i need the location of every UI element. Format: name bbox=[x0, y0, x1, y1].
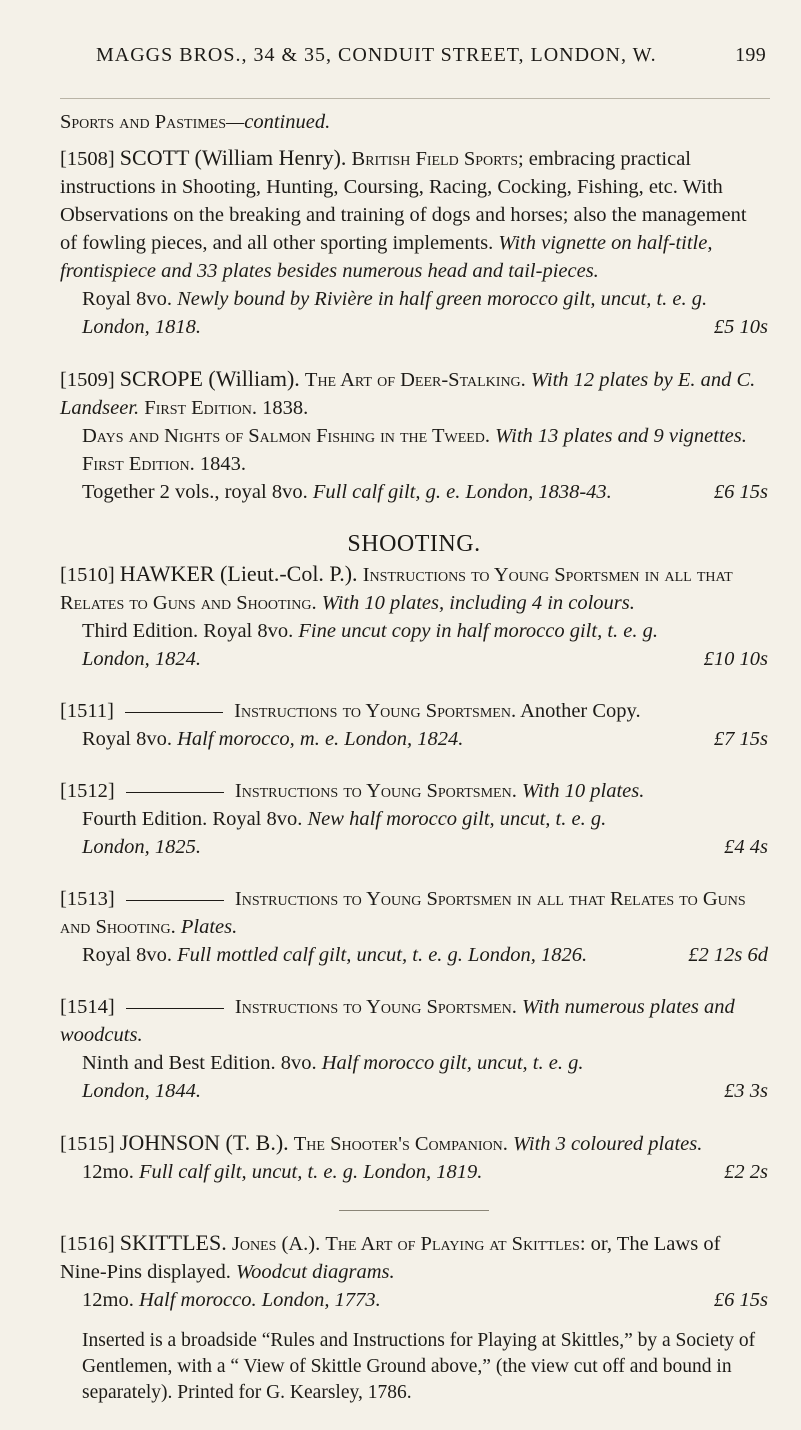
book-title: Instructions to Young Sportsmen in all that Relates to Guns and Shooting. bbox=[60, 564, 733, 614]
entry-1510: [1510] HAWKER (Lieut.-Col. P.). Instructions to Young Sportsmen in all that Relates to Guns and Shooting. With 10 plates, including 4 in colours. Third Edition. Royal 8vo. Fine uncut copy in half morocco gilt, t. e. g. London, 1824. £10 10s bbox=[60, 560, 768, 673]
lot-number: [1509] bbox=[60, 369, 115, 391]
price: £10 10s bbox=[703, 648, 768, 670]
binding: New half morocco gilt, uncut, t. e. g. bbox=[307, 808, 607, 830]
entry-1516: [1516] SKITTLES. Jones (A.). The Art of Playing at Skittles: or, The Laws of Nine-Pins displayed. Woodcut diagrams. 12mo. Half morocco. London, 1773. £6 15s Inserted is a broadside “Rules and Instructions for Playing at Skittles,” by a Society of Gentlemen, with a “ View of Skittle Ground above,” (the view cut off and bound in separately). Printed for G. Kearsley, 1786. bbox=[60, 1229, 768, 1406]
imprint: London, 1824. bbox=[82, 648, 202, 670]
entry-1513: [1513] Instructions to Young Sportsmen in all that Relates to Guns and Shooting. Plates. Royal 8vo. Full mottled calf gilt, uncut, t. e. g. London, 1826. £2 12s 6d bbox=[60, 885, 768, 969]
book-title: Instructions to Young Sportsmen. bbox=[234, 780, 517, 802]
binding: Fine uncut copy in half morocco gilt, t. e. g. bbox=[298, 620, 658, 642]
imprint: London, 1826. bbox=[462, 944, 588, 966]
book-title: Instructions to Young Sportsmen in all that Relates to Guns and Shooting. bbox=[60, 888, 746, 938]
entry-1508: [1508] SCOTT (William Henry). British Field Sports; embracing practical instructions in Shooting, Hunting, Coursing, Racing, Cocking, Fishing, etc. With Observations on the breaking and training of dogs and horses; also the management of fowling pieces, and all other sporting implements. With vignette on half-title, frontispiece and 33 plates besides numerous head and tail-pieces. Royal 8vo. Newly bound by Rivière in half green morocco gilt, uncut, t. e. g. London, 1818. £5 10s bbox=[60, 144, 768, 341]
imprint: London, 1818. bbox=[82, 316, 202, 338]
lot-number: [1515] bbox=[60, 1133, 115, 1155]
imprint: London, 1825. bbox=[82, 836, 202, 858]
section-divider bbox=[339, 1210, 489, 1211]
book-title: The Art of Deer-Stalking. bbox=[304, 369, 526, 391]
book-title: Instructions to Young Sportsmen. bbox=[234, 700, 517, 722]
entry-1512: [1512] Instructions to Young Sportsmen. With 10 plates. Fourth Edition. Royal 8vo. New half morocco gilt, uncut, t. e. g. London, 1825. £4 4s bbox=[60, 777, 768, 861]
imprint: London, 1819. bbox=[358, 1161, 483, 1183]
entry-1511: [1511] Instructions to Young Sportsmen. Another Copy. Royal 8vo. Half morocco, m. e. London, 1824. £7 15s bbox=[60, 697, 768, 753]
binding: Full calf gilt, g. e. bbox=[312, 481, 461, 503]
binding: Newly bound by Rivière in half green morocco gilt, uncut, t. e. g. bbox=[177, 288, 708, 310]
price: £7 15s bbox=[713, 728, 768, 750]
book-title: Days and Nights of Salmon Fishing in the Tweed. bbox=[82, 425, 491, 447]
ditto-rule bbox=[126, 1008, 224, 1009]
book-title: Instructions to Young Sportsmen. bbox=[234, 996, 517, 1018]
lot-number: [1510] bbox=[60, 564, 115, 586]
imprint: London, 1844. bbox=[82, 1080, 202, 1102]
binding: Half morocco, m. e. bbox=[177, 728, 340, 750]
entry-1515: [1515] JOHNSON (T. B.). The Shooter's Companion. With 3 coloured plates. 12mo. Full calf gilt, uncut, t. e. g. London, 1819. £2 2s bbox=[60, 1129, 768, 1186]
illustrations: Woodcut diagrams. bbox=[235, 1261, 395, 1283]
note: Inserted is a broadside “Rules and Instructions for Playing at Skittles,” by a Society of Gentlemen, with a “ View of Skittle Ground above,” (the view cut off and bound in separately). Printed for G. Kearsley, 1786. bbox=[82, 1330, 756, 1403]
illustrations: With vignette on half-title, frontispiece and 33 plates besides numerous head and tail-pieces. bbox=[60, 232, 713, 282]
book-title: British Field Sports; bbox=[351, 148, 524, 170]
binding: Half morocco gilt, uncut, t. e. g. bbox=[321, 1052, 584, 1074]
subject-heading: SHOOTING. bbox=[347, 531, 481, 557]
lot-number: [1514] bbox=[60, 996, 115, 1018]
author: SCROPE (William). bbox=[119, 366, 300, 391]
section-heading: Sports and Pastimes—continued. bbox=[60, 111, 331, 133]
price: £6 15s bbox=[713, 1289, 768, 1311]
page-number: 199 bbox=[735, 44, 766, 66]
binding: Full mottled calf gilt, uncut, t. e. g. bbox=[177, 944, 463, 966]
running-title: MAGGS BROS., 34 & 35, CONDUIT STREET, LONDON, W. bbox=[96, 44, 657, 66]
entry-1509: [1509] SCROPE (William). The Art of Deer-Stalking. With 12 plates by E. and C. Landseer. First Edition. 1838. Days and Nights of Salmon Fishing in the Tweed. With 13 plates and 9 vignettes. First Edition. 1843. Together 2 vols., royal 8vo. Full calf gilt, g. e. London, 1838-43. £6 15s bbox=[60, 365, 768, 506]
author: SKITTLES. bbox=[119, 1230, 227, 1255]
ditto-rule bbox=[126, 900, 224, 901]
description: embracing practical instructions in Shooting, Hunting, Coursing, Racing, Cocking, Fishing, etc. With Observations on the breaking and training of dogs and horses; also the management of fowling pieces, and all other sporting implements. bbox=[60, 148, 747, 254]
author: HAWKER (Lieut.-Col. P.). bbox=[119, 561, 358, 586]
page-header bbox=[96, 44, 766, 67]
imprint: London, 1773. bbox=[256, 1289, 381, 1311]
ditto-rule bbox=[125, 712, 223, 713]
lot-number: [1511] bbox=[60, 700, 114, 722]
lot-number: [1516] bbox=[60, 1233, 115, 1255]
author: JOHNSON (T. B.). bbox=[119, 1130, 289, 1155]
price: £3 3s bbox=[724, 1080, 768, 1102]
price: £5 10s bbox=[713, 316, 768, 338]
book-title: The Shooter's Companion. bbox=[293, 1133, 508, 1155]
lot-number: [1508] bbox=[60, 148, 115, 170]
illustrations: With 10 plates, including 4 in colours. bbox=[316, 592, 635, 614]
entry-1514: [1514] Instructions to Young Sportsmen. With numerous plates and woodcuts. Ninth and Best Edition. 8vo. Half morocco gilt, uncut, t. e. g. London, 1844. £3 3s bbox=[60, 993, 768, 1105]
imprint: London, 1838-43. bbox=[460, 481, 612, 503]
ditto-rule bbox=[126, 792, 224, 793]
lot-number: [1512] bbox=[60, 780, 115, 802]
price: £2 12s 6d bbox=[688, 944, 768, 966]
binding: Full calf gilt, uncut, t. e. g. bbox=[138, 1161, 359, 1183]
binding: Half morocco. bbox=[138, 1289, 257, 1311]
price: £6 15s bbox=[713, 481, 768, 503]
header-rule bbox=[60, 98, 770, 99]
price: £2 2s bbox=[724, 1161, 768, 1183]
author: SCOTT (William Henry). bbox=[119, 145, 347, 170]
lot-number: [1513] bbox=[60, 888, 115, 910]
book-title: The Art of Playing at Skittles: bbox=[325, 1233, 586, 1255]
price: £4 4s bbox=[724, 836, 768, 858]
imprint: London, 1824. bbox=[339, 728, 464, 750]
